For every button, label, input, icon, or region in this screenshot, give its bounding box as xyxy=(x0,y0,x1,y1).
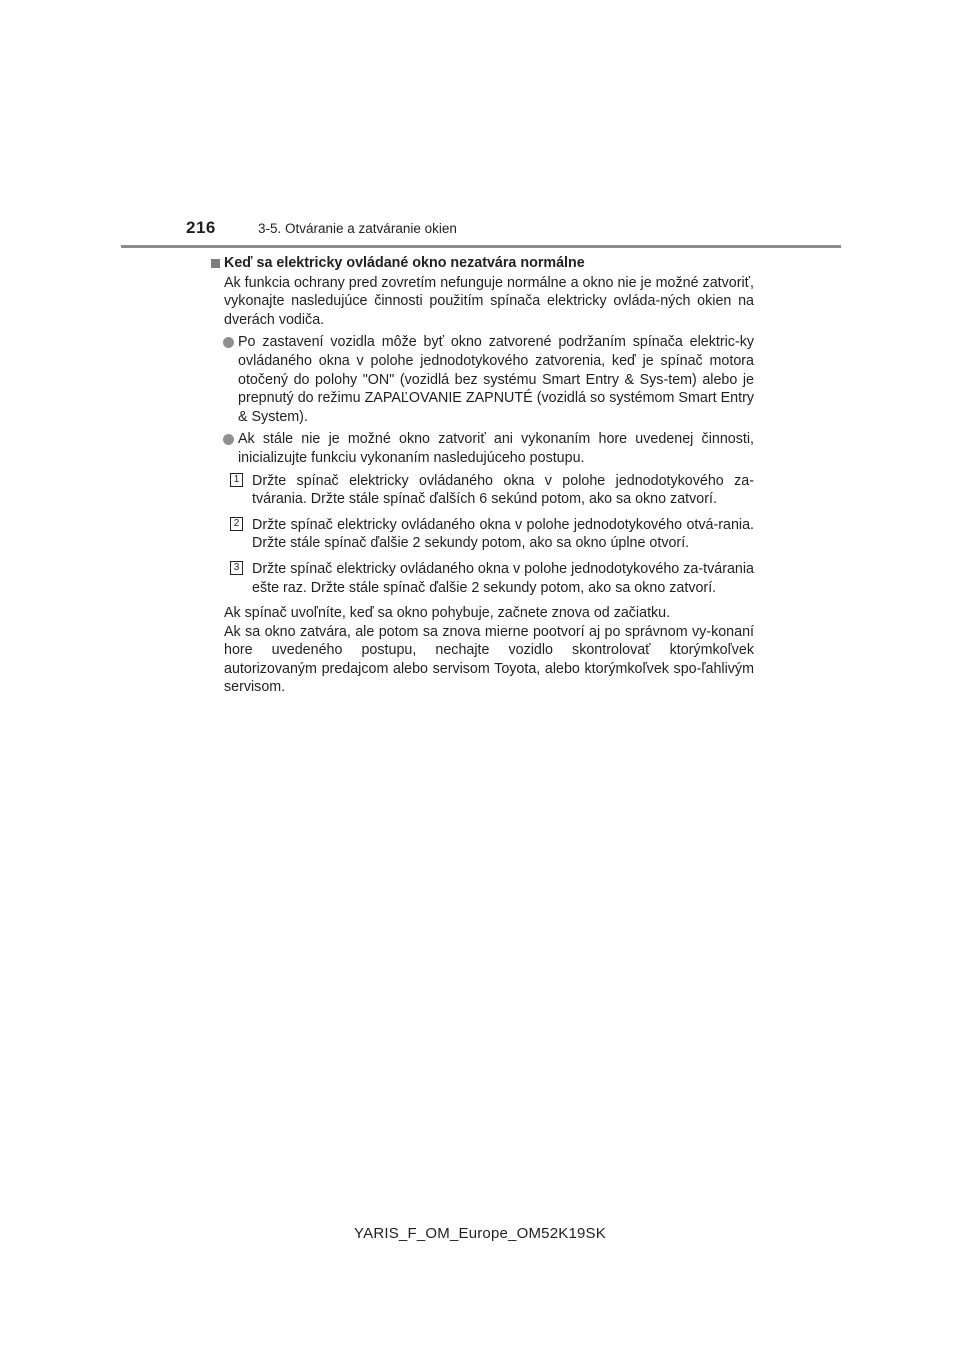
step-number-badge: 2 xyxy=(230,517,243,531)
header-divider xyxy=(121,245,841,248)
closing-paragraph xyxy=(208,604,754,697)
closing-line-service: Ak sa okno zatvára, ale potom sa znova mierne pootvorí aj po správnom vy-konaní hore uvedeného postupu, nechajte vozidlo skontrolovať ktorýmkoľvek autorizovaným predajcom alebo servisom Toyota, alebo ktorýmkoľvek spo-ľahlivým servisom. xyxy=(224,623,754,696)
bullet-item xyxy=(208,333,754,426)
step-number-badge: 3 xyxy=(230,561,243,575)
step-text: Držte spínač elektricky ovládaného okna v polohe jednodotykového za-tvárania. Držte stále spínač ďalších 6 sekúnd potom, ako sa okno zatvorí. xyxy=(252,472,754,508)
page-header xyxy=(180,218,840,246)
step-text: Držte spínač elektricky ovládaného okna v polohe jednodotykového za-tvárania ešte raz. Držte stále spínač ďalšie 2 sekundy potom, ako sa okno zatvorí. xyxy=(252,560,754,596)
step-number-badge: 1 xyxy=(230,473,243,487)
subsection-heading-text: Keď sa elektricky ovládané okno nezatvára normálne xyxy=(224,255,585,271)
page-number: 216 xyxy=(186,218,216,237)
step-item xyxy=(208,472,754,509)
bullet-text: Po zastavení vozidla môže byť okno zatvorené podržaním spínača elektric-ky ovládaného okna v polohe jednodotykového zatvorenia, keď je spínač motora otočený do polohy "ON" (vozidlá bez systému Smart Entry & Sys-tem) alebo je prepnutý do režimu ZAPAĽOVANIE ZAPNUTÉ (vozidlá so systémom Smart Entry & System). xyxy=(238,334,754,425)
subsection-heading xyxy=(208,254,754,273)
bullet-item xyxy=(208,430,754,467)
square-bullet-icon xyxy=(211,259,220,268)
circle-bullet-icon xyxy=(223,337,234,348)
step-item xyxy=(208,560,754,597)
intro-paragraph: Ak funkcia ochrany pred zovretím nefunguje normálne a okno nie je možné zatvoriť, vykonajte nasledujúce činnosti použitím spínača elektricky ovláda-ných okien na dverách vodiča. xyxy=(224,274,754,328)
step-item xyxy=(208,516,754,553)
document-code-footer: YARIS_F_OM_Europe_OM52K19SK xyxy=(354,1225,606,1242)
bullet-text: Ak stále nie je možné okno zatvoriť ani vykonaním hore uvedenej činnosti, inicializujte funkciu vykonaním nasledujúceho postupu. xyxy=(238,431,754,466)
step-text: Držte spínač elektricky ovládaného okna v polohe jednodotykového otvá-rania. Držte stále spínač ďalšie 2 sekundy potom, ako sa okno úplne otvorí. xyxy=(252,516,754,552)
section-title: 3-5. Otváranie a zatváranie okien xyxy=(258,221,457,236)
circle-bullet-icon xyxy=(223,434,234,445)
main-content xyxy=(208,254,754,697)
closing-line-restart: Ak spínač uvoľníte, keď sa okno pohybuje, začnete znova od začiatku. xyxy=(224,605,671,622)
